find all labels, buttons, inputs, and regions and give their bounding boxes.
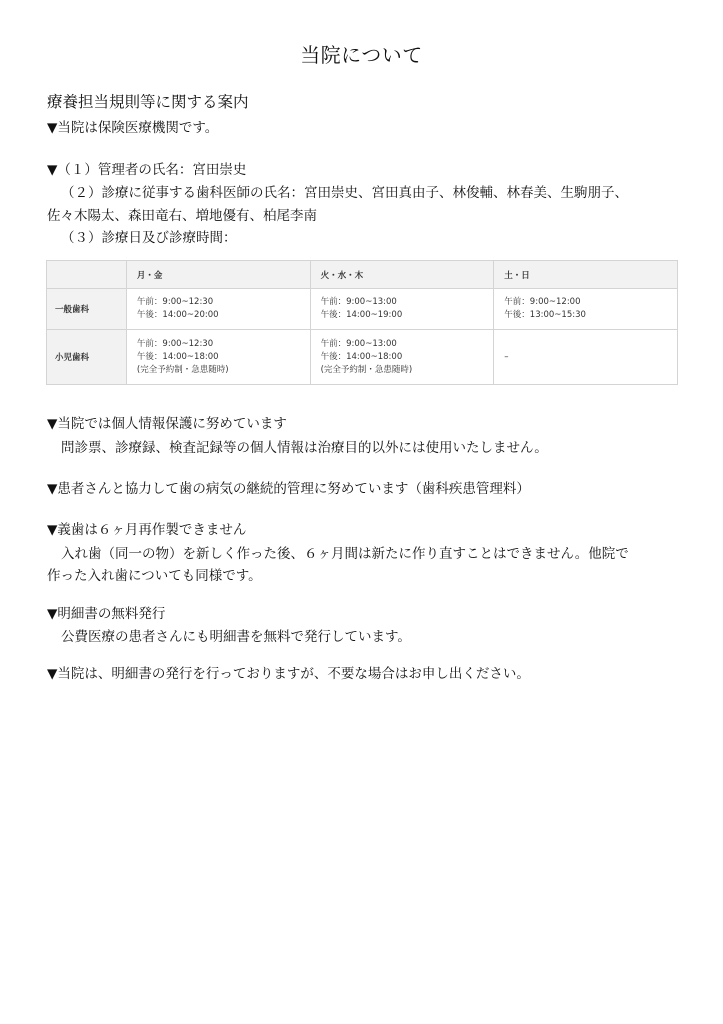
hours-pm: 午後：13:00~15:30: [504, 310, 586, 320]
pediatric-mon-fri-cell: [126, 330, 310, 385]
denture-heading: ▼義歯は６ヶ月再作製できません: [47, 522, 247, 538]
table-row: [47, 289, 678, 330]
dentists-line-2: 佐々木陽太、森田竜右、増地優有、柏尾李南: [47, 208, 317, 224]
pediatric-sat-sun-cell: –: [494, 330, 678, 385]
pediatric-tue-thu-cell: [310, 330, 494, 385]
header-mon-fri: 月・金: [126, 261, 310, 289]
hours-am: 午前：9:00~12:30: [136, 297, 214, 307]
hours-am: 午前：9:00~12:30: [136, 338, 214, 349]
reservation-note: (完全予約制・急患随時): [320, 364, 413, 375]
header-sat-sun: 土・日: [494, 261, 678, 289]
statement-heading: ▼明細書の無料発行: [47, 606, 166, 622]
schedule-table: [46, 260, 678, 385]
hours-pm: 午後：14:00~19:00: [320, 310, 403, 320]
hours-am: 午前：9:00~12:00: [504, 297, 581, 307]
denture-body-line-2: 作った入れ歯についても同様です。: [47, 568, 262, 584]
hours-label: （３）診療日及び診療時間：: [61, 230, 237, 246]
manager-name: ▼（１）管理者の氏名：宮田崇史: [47, 162, 247, 178]
section-heading: 療養担当規則等に関する案内: [47, 93, 249, 111]
management-notice: ▼患者さんと協力して歯の病気の継続的管理に努めています（歯科疾患管理料）: [47, 481, 530, 497]
privacy-body: 問診票、診療録、検査記録等の個人情報は治療目的以外には使用いたしません。: [61, 440, 548, 456]
denture-body-line-1: 入れ歯（同一の物）を新しく作った後、６ヶ月間は新たに作り直すことはできません。他院で: [61, 546, 629, 562]
table-row: [47, 330, 678, 385]
hours-am: 午前：9:00~13:00: [320, 338, 397, 349]
hours-am: 午前：9:00~13:00: [320, 297, 397, 307]
row-label-general: 一般歯科: [47, 289, 127, 330]
general-sat-sun-cell: [494, 289, 678, 330]
hours-pm: 午後：14:00~18:00: [136, 351, 219, 362]
insurance-notice: ▼当院は保険医療機関です。: [47, 120, 219, 136]
row-label-pediatric: 小児歯科: [47, 330, 127, 385]
privacy-heading: ▼当院では個人情報保護に努めています: [47, 416, 287, 432]
general-tue-thu-cell: [310, 289, 494, 330]
schedule-header-row: [47, 261, 678, 289]
reservation-note: (完全予約制・急患随時): [136, 364, 229, 375]
header-corner-cell: [47, 261, 127, 289]
statement-body: 公費医療の患者さんにも明細書を無料で発行しています。: [61, 629, 411, 645]
dentists-line-1: （２）診療に従事する歯科医師の氏名：宮田崇史、宮田真由子、林俊輔、林春美、生駒朋子、: [61, 185, 628, 201]
statement-optout-notice: ▼当院は、明細書の発行を行っておりますが、不要な場合はお申し出ください。: [47, 666, 530, 682]
header-tue-thu: 火・水・木: [310, 261, 494, 289]
hours-pm: 午後：14:00~20:00: [136, 310, 219, 320]
page-title: 当院について: [300, 43, 423, 67]
general-mon-fri-cell: [126, 289, 310, 330]
hours-pm: 午後：14:00~18:00: [320, 351, 403, 362]
